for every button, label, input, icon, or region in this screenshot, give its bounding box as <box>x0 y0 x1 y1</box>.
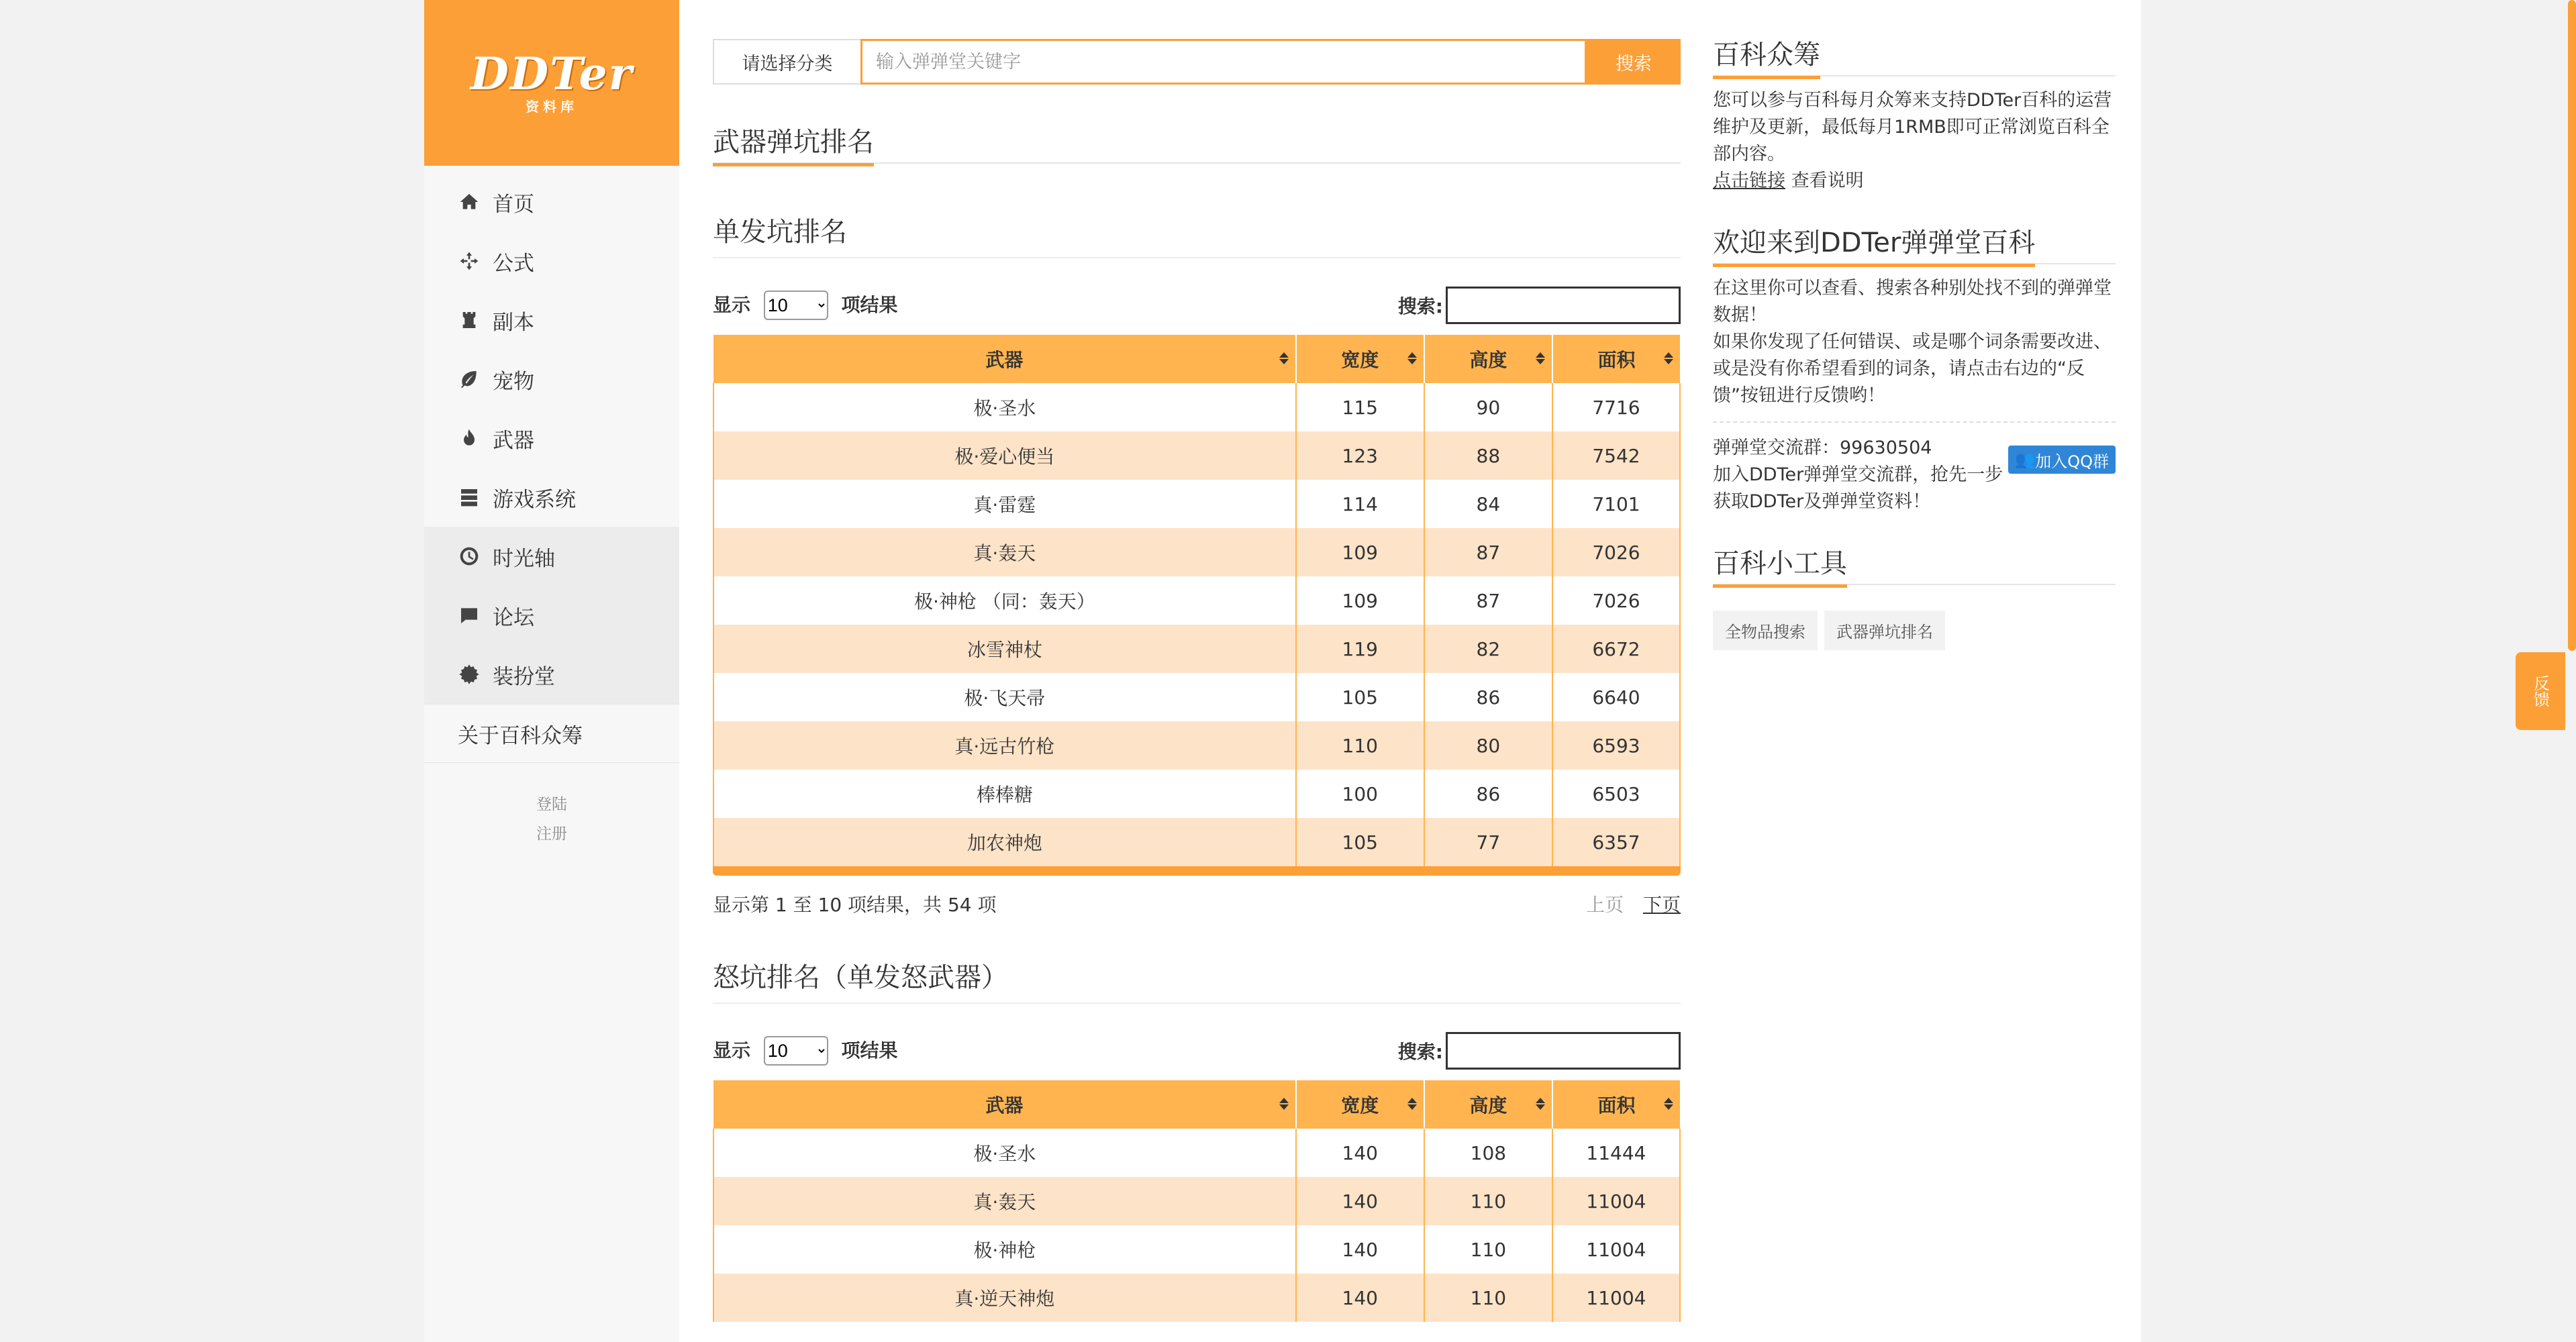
sidebar-item-costume[interactable] <box>424 645 679 704</box>
table-row: 极·圣水 115 90 7716 <box>713 383 1680 431</box>
right-column <box>1713 34 2116 650</box>
tool-item-ranking[interactable]: 武器弹坑排名 <box>1824 611 1945 650</box>
table-row: 极·圣水 140 108 11444 <box>713 1129 1680 1177</box>
sidebar-item-label: 首页 <box>493 192 534 217</box>
sidebar-item-game-system[interactable] <box>424 468 679 527</box>
search-label: 搜索: <box>1397 295 1443 317</box>
sort-icon <box>1664 351 1673 366</box>
qq-group-number: 弹弹堂交流群：99630504 <box>1713 437 1932 458</box>
column-header-weapon[interactable]: 武器 <box>713 1080 1296 1129</box>
table-search <box>1398 1032 1681 1070</box>
table1-controls <box>713 284 1681 327</box>
table-header-row <box>713 335 1680 383</box>
page-title: 武器弹坑排名 <box>713 121 1681 164</box>
prev-page-button[interactable]: 上页 <box>1586 894 1624 916</box>
crosshair-icon <box>458 250 481 272</box>
divider <box>1713 421 2116 423</box>
tools-title: 百科小工具 <box>1713 542 2116 585</box>
search-label: 搜索: <box>1397 1041 1443 1063</box>
sidebar-item-label: 装扮堂 <box>493 664 555 689</box>
sidebar-item-about[interactable] <box>424 704 679 763</box>
chess-rook-icon <box>458 309 481 331</box>
table1-title: 单发坑排名 <box>713 211 1681 258</box>
table-row: 棒棒糖 100 86 6503 <box>713 770 1680 818</box>
sort-icon <box>1407 1096 1417 1111</box>
sidebar-item-label: 武器 <box>493 428 534 453</box>
people-icon: 👥 <box>2015 450 2036 469</box>
table-search-input[interactable] <box>1446 1032 1681 1070</box>
show-label: 显示 <box>713 1039 751 1062</box>
login-link[interactable]: 登陆 <box>536 796 567 813</box>
column-header-weapon[interactable]: 武器 <box>713 335 1296 383</box>
table-footer-bar <box>713 866 1681 876</box>
column-header-width[interactable]: 宽度 <box>1296 1080 1424 1129</box>
table-row: 冰雪神杖 119 82 6672 <box>713 625 1680 673</box>
main-content <box>713 39 1681 1322</box>
page-wrapper <box>424 0 2141 1342</box>
sort-icon <box>1664 1096 1673 1111</box>
length-control <box>713 1036 898 1066</box>
sort-icon <box>1279 351 1289 366</box>
qq-group-section <box>1713 435 2116 515</box>
table-search <box>1398 287 1681 324</box>
sidebar-item-label: 游戏系统 <box>493 487 576 512</box>
table-row: 极·神枪 （同：轰天） 109 87 7026 <box>713 576 1680 625</box>
table1-pagination <box>713 890 1681 917</box>
column-header-height[interactable]: 高度 <box>1424 1080 1552 1129</box>
table2 <box>713 1080 1681 1322</box>
welcome-text: 在这里你可以查看、搜索各种别处找不到的弹弹堂数据！ 如果你发现了任何错误、或是哪个词条需要改进、或是没有你希望看到的词条，请点击右边的“反馈”按钮进行反馈哟！ <box>1713 278 2112 406</box>
sidebar <box>424 0 679 1342</box>
crowdfund-text: 您可以参与百科每月众筹来支持DDTer百科的运营维护及更新，最低每月1RMB即可正常浏览百科全部内容。 点击链接 查看说明 <box>1713 90 2112 191</box>
site-logo[interactable] <box>424 0 679 166</box>
table-row: 加农神炮 105 77 6357 <box>713 818 1680 866</box>
page-length-select[interactable] <box>764 291 828 320</box>
page-length-select[interactable] <box>764 1036 828 1066</box>
results-label: 项结果 <box>841 1039 898 1062</box>
table2-controls <box>713 1029 1681 1072</box>
sort-icon <box>1536 1096 1545 1111</box>
qq-group-text: 加入DDTer弹弹堂交流群，抢先一步获取DDTer及弹弹堂资料！ <box>1713 464 2003 512</box>
table-row: 真·轰天 140 110 11004 <box>713 1177 1680 1225</box>
show-label: 显示 <box>713 294 751 316</box>
leaf-icon <box>458 368 481 391</box>
table2-title: 怒坑排名（单发怒武器） <box>713 956 1681 1004</box>
category-select[interactable]: 请选择分类 <box>713 39 860 85</box>
auth-links <box>424 790 679 849</box>
results-label: 项结果 <box>841 294 898 316</box>
pager-buttons <box>1573 890 1681 917</box>
table-row: 极·神枪 140 110 11004 <box>713 1225 1680 1274</box>
sort-icon <box>1279 1096 1289 1111</box>
sort-icon <box>1407 351 1417 366</box>
sidebar-item-timeline[interactable] <box>424 527 679 586</box>
feedback-button[interactable]: 反馈 <box>2516 652 2565 730</box>
column-header-area[interactable]: 面积 <box>1552 335 1680 383</box>
sidebar-item-weapon[interactable] <box>424 409 679 468</box>
sidebar-item-label: 副本 <box>493 310 534 335</box>
table1 <box>713 335 1681 866</box>
sort-icon <box>1536 351 1545 366</box>
search-bar <box>713 39 1681 85</box>
sidebar-item-label: 公式 <box>493 251 534 276</box>
next-page-button[interactable]: 下页 <box>1642 894 1681 916</box>
column-header-area[interactable]: 面积 <box>1552 1080 1680 1129</box>
tool-item-search[interactable]: 全物品搜索 <box>1713 611 1818 650</box>
join-qq-button[interactable]: 👥 加入QQ群 <box>2008 446 2116 474</box>
table-row: 极·飞天帚 105 86 6640 <box>713 673 1680 721</box>
sidebar-item-pet[interactable] <box>424 350 679 409</box>
clock-icon <box>458 545 481 568</box>
gear-icon <box>458 663 481 686</box>
sidebar-item-label: 关于百科众筹 <box>458 723 583 748</box>
tools-list <box>1713 611 2116 650</box>
search-input[interactable] <box>860 39 1587 85</box>
crowdfund-title: 百科众筹 <box>1713 34 2116 76</box>
table-row: 真·雷霆 114 84 7101 <box>713 480 1680 528</box>
register-link[interactable]: 注册 <box>536 825 567 843</box>
table-row: 极·爱心便当 123 88 7542 <box>713 431 1680 480</box>
chat-icon <box>458 604 481 627</box>
sidebar-item-forum[interactable] <box>424 586 679 645</box>
logo-sub: 资料库 <box>526 99 578 115</box>
table-row: 真·逆天神炮 140 110 11004 <box>713 1274 1680 1322</box>
length-control <box>713 291 898 320</box>
table-search-input[interactable] <box>1446 287 1681 324</box>
home-icon <box>458 191 481 213</box>
welcome-title: 欢迎来到DDTer弹弹堂百科 <box>1713 221 2116 264</box>
scrollbar[interactable] <box>2568 0 2576 651</box>
table-info: 显示第 1 至 10 项结果，共 54 项 <box>713 894 997 916</box>
sidebar-nav <box>424 172 679 763</box>
sidebar-item-home[interactable] <box>424 172 679 231</box>
search-button[interactable]: 搜索 <box>1587 39 1681 85</box>
crowdfund-link[interactable]: 点击链接 <box>1713 170 1785 191</box>
sidebar-item-dungeon[interactable] <box>424 291 679 350</box>
table-row: 真·远古竹枪 110 80 6593 <box>713 721 1680 770</box>
sidebar-item-label: 时光轴 <box>493 546 555 571</box>
logo-brand: DDTer <box>470 48 634 100</box>
sidebar-item-formula[interactable] <box>424 231 679 291</box>
flame-icon <box>458 427 481 450</box>
column-header-width[interactable]: 宽度 <box>1296 335 1424 383</box>
server-icon <box>458 486 481 509</box>
table-row: 真·轰天 109 87 7026 <box>713 528 1680 576</box>
sidebar-item-label: 宠物 <box>493 369 534 394</box>
column-header-height[interactable]: 高度 <box>1424 335 1552 383</box>
table-header-row <box>713 1080 1680 1129</box>
sidebar-item-label: 论坛 <box>493 605 534 630</box>
